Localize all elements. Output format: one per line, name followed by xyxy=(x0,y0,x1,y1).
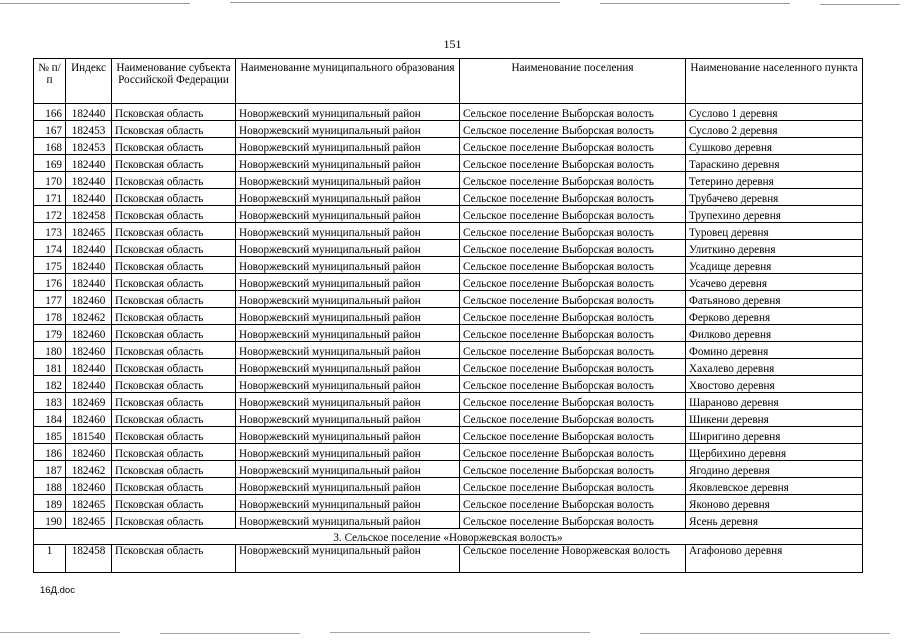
cell-municipality: Новоржевский муниципальный район xyxy=(236,104,460,121)
cell-settlement: Сельское поселение Выборская волость xyxy=(460,223,686,240)
cell-settlement: Сельское поселение Выборская волость xyxy=(460,274,686,291)
cell-subject: Псковская область xyxy=(112,444,236,461)
cell-num: 180 xyxy=(34,342,66,359)
table-row xyxy=(34,223,863,240)
cell-num: 177 xyxy=(34,291,66,308)
table-row xyxy=(34,478,863,495)
cell-subject: Псковская область xyxy=(112,155,236,172)
cell-subject: Псковская область xyxy=(112,478,236,495)
cell-settlement: Сельское поселение Выборская волость xyxy=(460,495,686,512)
cell-num: 185 xyxy=(34,427,66,444)
cell-locality: Трубачево деревня xyxy=(686,189,863,206)
cell-settlement: Сельское поселение Выборская волость xyxy=(460,393,686,410)
cell-index: 182462 xyxy=(66,308,112,325)
cell-locality: Фатьяново деревня xyxy=(686,291,863,308)
cell-num: 181 xyxy=(34,359,66,376)
cell-index: 182440 xyxy=(66,155,112,172)
table-row xyxy=(34,410,863,427)
cell-num: 168 xyxy=(34,138,66,155)
table-row xyxy=(34,325,863,342)
cell-subject: Псковская область xyxy=(112,376,236,393)
header-settlement: Наименование поселения xyxy=(460,59,686,104)
cell-settlement: Сельское поселение Выборская волость xyxy=(460,410,686,427)
settlements-table xyxy=(33,58,863,573)
table-row xyxy=(34,206,863,223)
cell-index: 182465 xyxy=(66,512,112,529)
table-row xyxy=(34,376,863,393)
cell-index: 182440 xyxy=(66,376,112,393)
cell-num: 179 xyxy=(34,325,66,342)
cell-municipality: Новоржевский муниципальный район xyxy=(236,308,460,325)
cell-locality: Яковлевское деревня xyxy=(686,478,863,495)
cell-settlement: Сельское поселение Выборская волость xyxy=(460,376,686,393)
cell-subject: Псковская область xyxy=(112,512,236,529)
cell-subject: Псковская область xyxy=(112,121,236,138)
table-row xyxy=(34,545,863,573)
table-row xyxy=(34,495,863,512)
cell-municipality: Новоржевский муниципальный район xyxy=(236,393,460,410)
cell-num: 187 xyxy=(34,461,66,478)
cell-settlement: Сельское поселение Выборская волость xyxy=(460,308,686,325)
cell-subject: Псковская область xyxy=(112,410,236,427)
cell-index: 182462 xyxy=(66,461,112,478)
cell-num: 1 xyxy=(34,545,66,573)
cell-locality: Яконово деревня xyxy=(686,495,863,512)
cell-locality: Туровец деревня xyxy=(686,223,863,240)
cell-locality: Суслово 1 деревня xyxy=(686,104,863,121)
cell-num: 167 xyxy=(34,121,66,138)
scan-edge-bottom xyxy=(0,629,905,637)
cell-subject: Псковская область xyxy=(112,308,236,325)
cell-index: 182440 xyxy=(66,104,112,121)
cell-settlement: Сельское поселение Выборская волость xyxy=(460,478,686,495)
cell-index: 182440 xyxy=(66,274,112,291)
table-row xyxy=(34,189,863,206)
cell-subject: Псковская область xyxy=(112,274,236,291)
cell-num: 173 xyxy=(34,223,66,240)
cell-index: 182440 xyxy=(66,359,112,376)
cell-subject: Псковская область xyxy=(112,359,236,376)
cell-settlement: Сельское поселение Выборская волость xyxy=(460,291,686,308)
cell-municipality: Новоржевский муниципальный район xyxy=(236,274,460,291)
cell-settlement: Сельское поселение Выборская волость xyxy=(460,325,686,342)
cell-municipality: Новоржевский муниципальный район xyxy=(236,410,460,427)
cell-subject: Псковская область xyxy=(112,240,236,257)
cell-municipality: Новоржевский муниципальный район xyxy=(236,172,460,189)
cell-num: 172 xyxy=(34,206,66,223)
cell-index: 182465 xyxy=(66,223,112,240)
table-row xyxy=(34,240,863,257)
cell-municipality: Новоржевский муниципальный район xyxy=(236,376,460,393)
section-heading-row xyxy=(34,529,863,545)
cell-locality: Ширигино деревня xyxy=(686,427,863,444)
cell-num: 174 xyxy=(34,240,66,257)
cell-index: 182440 xyxy=(66,240,112,257)
cell-subject: Псковская область xyxy=(112,206,236,223)
cell-settlement: Сельское поселение Выборская волость xyxy=(460,461,686,478)
header-municipality: Наименование муниципального образования xyxy=(236,59,460,104)
cell-settlement: Сельское поселение Выборская волость xyxy=(460,104,686,121)
cell-num: 169 xyxy=(34,155,66,172)
cell-num: 166 xyxy=(34,104,66,121)
header-subject: Наименование субъекта Российской Федерации xyxy=(112,59,236,104)
cell-municipality: Новоржевский муниципальный район xyxy=(236,240,460,257)
table-row xyxy=(34,444,863,461)
cell-locality: Шараново деревня xyxy=(686,393,863,410)
cell-index: 182453 xyxy=(66,121,112,138)
cell-subject: Псковская область xyxy=(112,189,236,206)
cell-municipality: Новоржевский муниципальный район xyxy=(236,138,460,155)
table-row xyxy=(34,257,863,274)
cell-num: 170 xyxy=(34,172,66,189)
cell-subject: Псковская область xyxy=(112,342,236,359)
cell-index: 182453 xyxy=(66,138,112,155)
cell-municipality: Новоржевский муниципальный район xyxy=(236,206,460,223)
cell-index: 182460 xyxy=(66,478,112,495)
cell-settlement: Сельское поселение Выборская волость xyxy=(460,359,686,376)
cell-municipality: Новоржевский муниципальный район xyxy=(236,545,460,573)
cell-municipality: Новоржевский муниципальный район xyxy=(236,189,460,206)
cell-settlement: Сельское поселение Новоржевская волость xyxy=(460,545,686,573)
cell-locality: Агафоново деревня xyxy=(686,545,863,573)
cell-subject: Псковская область xyxy=(112,172,236,189)
cell-locality: Сушково деревня xyxy=(686,138,863,155)
cell-subject: Псковская область xyxy=(112,427,236,444)
cell-locality: Тараскино деревня xyxy=(686,155,863,172)
cell-municipality: Новоржевский муниципальный район xyxy=(236,512,460,529)
cell-index: 182460 xyxy=(66,291,112,308)
cell-subject: Псковская область xyxy=(112,223,236,240)
cell-index: 182440 xyxy=(66,172,112,189)
cell-locality: Усадище деревня xyxy=(686,257,863,274)
cell-num: 183 xyxy=(34,393,66,410)
cell-subject: Псковская область xyxy=(112,461,236,478)
cell-settlement: Сельское поселение Выборская волость xyxy=(460,427,686,444)
cell-settlement: Сельское поселение Выборская волость xyxy=(460,240,686,257)
cell-locality: Трупехино деревня xyxy=(686,206,863,223)
cell-settlement: Сельское поселение Выборская волость xyxy=(460,342,686,359)
cell-num: 171 xyxy=(34,189,66,206)
cell-index: 182440 xyxy=(66,257,112,274)
table-row xyxy=(34,427,863,444)
table-row xyxy=(34,155,863,172)
cell-subject: Псковская область xyxy=(112,257,236,274)
cell-municipality: Новоржевский муниципальный район xyxy=(236,121,460,138)
cell-locality: Ягодино деревня xyxy=(686,461,863,478)
cell-locality: Фомино деревня xyxy=(686,342,863,359)
cell-subject: Псковская область xyxy=(112,138,236,155)
cell-locality: Усачево деревня xyxy=(686,274,863,291)
cell-settlement: Сельское поселение Выборская волость xyxy=(460,206,686,223)
cell-subject: Псковская область xyxy=(112,291,236,308)
page-number: 151 xyxy=(443,37,462,51)
cell-num: 184 xyxy=(34,410,66,427)
cell-settlement: Сельское поселение Выборская волость xyxy=(460,444,686,461)
cell-settlement: Сельское поселение Выборская волость xyxy=(460,512,686,529)
cell-municipality: Новоржевский муниципальный район xyxy=(236,427,460,444)
cell-index: 182458 xyxy=(66,206,112,223)
table-row xyxy=(34,138,863,155)
cell-locality: Суслово 2 деревня xyxy=(686,121,863,138)
cell-municipality: Новоржевский муниципальный район xyxy=(236,291,460,308)
cell-num: 175 xyxy=(34,257,66,274)
cell-num: 186 xyxy=(34,444,66,461)
cell-municipality: Новоржевский муниципальный район xyxy=(236,342,460,359)
cell-settlement: Сельское поселение Выборская волость xyxy=(460,172,686,189)
cell-index: 182460 xyxy=(66,444,112,461)
cell-subject: Псковская область xyxy=(112,545,236,573)
cell-settlement: Сельское поселение Выборская волость xyxy=(460,138,686,155)
cell-municipality: Новоржевский муниципальный район xyxy=(236,223,460,240)
cell-num: 189 xyxy=(34,495,66,512)
cell-locality: Тетерино деревня xyxy=(686,172,863,189)
cell-num: 182 xyxy=(34,376,66,393)
cell-index: 182469 xyxy=(66,393,112,410)
table-row xyxy=(34,342,863,359)
cell-municipality: Новоржевский муниципальный район xyxy=(236,495,460,512)
cell-locality: Хвостово деревня xyxy=(686,376,863,393)
cell-index: 182460 xyxy=(66,325,112,342)
cell-subject: Псковская область xyxy=(112,325,236,342)
cell-locality: Хахалево деревня xyxy=(686,359,863,376)
cell-index: 182458 xyxy=(66,545,112,573)
table-row xyxy=(34,274,863,291)
table-row xyxy=(34,393,863,410)
cell-settlement: Сельское поселение Выборская волость xyxy=(460,189,686,206)
table-row xyxy=(34,104,863,121)
cell-settlement: Сельское поселение Выборская волость xyxy=(460,155,686,172)
cell-num: 176 xyxy=(34,274,66,291)
cell-municipality: Новоржевский муниципальный район xyxy=(236,155,460,172)
section-title: 3. Сельское поселение «Новоржевская волость» xyxy=(34,529,863,545)
cell-subject: Псковская область xyxy=(112,104,236,121)
cell-locality: Улиткино деревня xyxy=(686,240,863,257)
table-row xyxy=(34,121,863,138)
cell-settlement: Сельское поселение Выборская волость xyxy=(460,257,686,274)
cell-locality: Ферково деревня xyxy=(686,308,863,325)
cell-municipality: Новоржевский муниципальный район xyxy=(236,478,460,495)
cell-locality: Щербихино деревня xyxy=(686,444,863,461)
cell-index: 182460 xyxy=(66,410,112,427)
cell-index: 181540 xyxy=(66,427,112,444)
header-locality: Наименование населенного пункта xyxy=(686,59,863,104)
table-row xyxy=(34,308,863,325)
cell-municipality: Новоржевский муниципальный район xyxy=(236,325,460,342)
cell-num: 190 xyxy=(34,512,66,529)
table-row xyxy=(34,461,863,478)
table-row xyxy=(34,172,863,189)
header-num: № п/п xyxy=(34,59,66,104)
scan-edge-top xyxy=(0,0,905,9)
table-row xyxy=(34,359,863,376)
cell-locality: Филково деревня xyxy=(686,325,863,342)
cell-locality: Ясень деревня xyxy=(686,512,863,529)
cell-index: 182465 xyxy=(66,495,112,512)
cell-municipality: Новоржевский муниципальный район xyxy=(236,257,460,274)
table-row xyxy=(34,291,863,308)
table-row xyxy=(34,512,863,529)
cell-num: 188 xyxy=(34,478,66,495)
cell-index: 182440 xyxy=(66,189,112,206)
cell-subject: Псковская область xyxy=(112,495,236,512)
header-index: Индекс xyxy=(66,59,112,104)
cell-municipality: Новоржевский муниципальный район xyxy=(236,359,460,376)
cell-num: 178 xyxy=(34,308,66,325)
document-reference: 16Д.doc xyxy=(40,585,75,596)
cell-municipality: Новоржевский муниципальный район xyxy=(236,444,460,461)
cell-municipality: Новоржевский муниципальный район xyxy=(236,461,460,478)
cell-settlement: Сельское поселение Выборская волость xyxy=(460,121,686,138)
cell-index: 182460 xyxy=(66,342,112,359)
table-header-row xyxy=(34,59,863,104)
cell-subject: Псковская область xyxy=(112,393,236,410)
cell-locality: Шикени деревня xyxy=(686,410,863,427)
